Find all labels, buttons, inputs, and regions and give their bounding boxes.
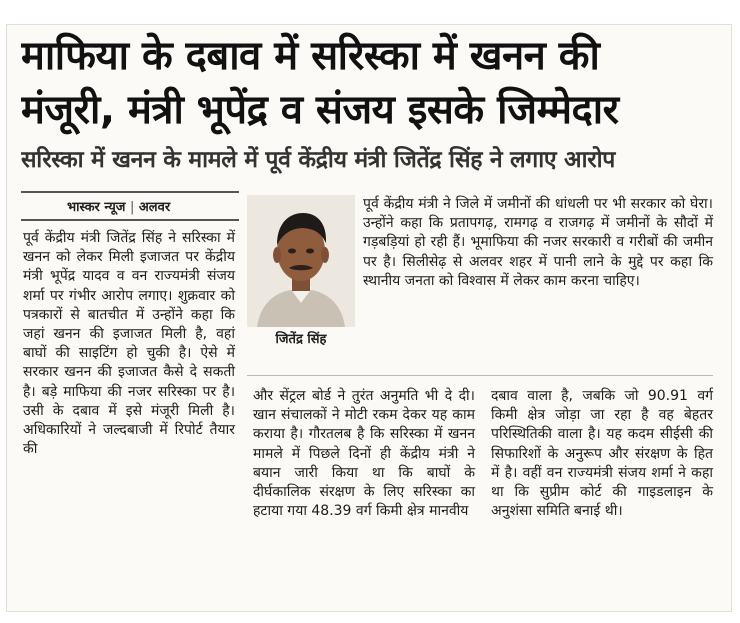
column-top-right-text: पूर्व केंद्रीय मंत्री ने जिले में जमीनों की धांधली पर भी सरकार को घेरा। उन्होंने कहा कि प्रतापगढ़, रामगढ़ व राजगढ़ में जमीनों के सौदों में गड़बड़ियां हो रही हैं। भूमाफिया की नजर सरकारी व गरीबों की जमीन पर है। सिलीसेढ़ से अलवर शहर में पानी लाने के मुद्दे पर कहा कि स्थानीय जनता को विश्वास में लेकर काम करना चाहिए। [363, 196, 713, 289]
photo-caption: जितेंद्र सिंह [275, 332, 327, 347]
portrait-image [247, 195, 355, 327]
dateline-rule-bottom [21, 219, 239, 221]
headline-line-1: माफिया के दबाव में सरिस्का में खनन की [21, 33, 600, 79]
column-3-text: दबाव वाला है, जबकि जो 90.91 वर्ग किमी क्षेत्र जोड़ा जा रहा है वह बेहतर परिस्थितिकी वाला है। यह कदम सीईसी की सिफारिशों के अनुरूप और संरक्षण के हित में है। वहीं वन राज्यमंत्री संजय शर्मा ने कहा था कि सुप्रीम कोर्ट की गाइडलाइन के अनुशंसा समिति बनाई थी। [491, 388, 713, 520]
headline-line-2: मंजूरी, मंत्री भूपेंद्र व संजय इसके जिम्मेदार [21, 87, 619, 133]
newspaper-clipping [6, 24, 732, 612]
column-1 [23, 229, 235, 459]
column-3 [491, 387, 713, 521]
column-2 [253, 387, 475, 521]
portrait-photo [247, 195, 355, 327]
dateline-place: अलवर [138, 200, 171, 215]
column-2-text: और सेंट्रल बोर्ड ने तुरंत अनुमति भी दे दी। खान संचालकों ने मोटी रकम देकर यह काम कराया है। गौरतलब है कि सरिस्का में खनन मामले में पिछले दिनों ही केंद्रीय मंत्री ने बयान जारी किया था कि बाघों के दीर्घकालिक संरक्षण के लिए सरिस्का का हटाया गया 48.39 वर्ग किमी क्षेत्र मानवीय [253, 388, 475, 520]
column-top-right [363, 195, 713, 291]
subheadline: सरिस्का में खनन के मामले में पूर्व केंद्रीय मंत्री जितेंद्र सिंह ने लगाए आरोप [21, 147, 616, 173]
dateline [67, 197, 170, 215]
byline: भास्कर न्यूज [67, 200, 126, 215]
dateline-rule-top [21, 191, 239, 193]
column-1-text: पूर्व केंद्रीय मंत्री जितेंद्र सिंह ने सरिस्का में खनन को लेकर मिली इजाजत पर केंद्रीय मंत्री भूपेंद्र यादव व वन राज्यमंत्री संजय शर्मा पर गंभीर आरोप लगाए। शुक्रवार को पत्रकारों से बातचीत में उन्होंने कहा कि जहां खनन की इजाजत मिली है, वहां बाघों की साइटिंग हो चुकी है। ऐसे में सरकार खनन की इजाजत कैसे दे सकती है। बड़े माफिया की नजर सरिस्का पर है। उसी के दबाव में इसे मंजूरी मिली है। अधिकारियों ने जल्दबाजी में रिपोर्ट तैयार की [23, 230, 235, 458]
dateline-separator: | [129, 200, 135, 215]
section-divider [247, 375, 713, 376]
